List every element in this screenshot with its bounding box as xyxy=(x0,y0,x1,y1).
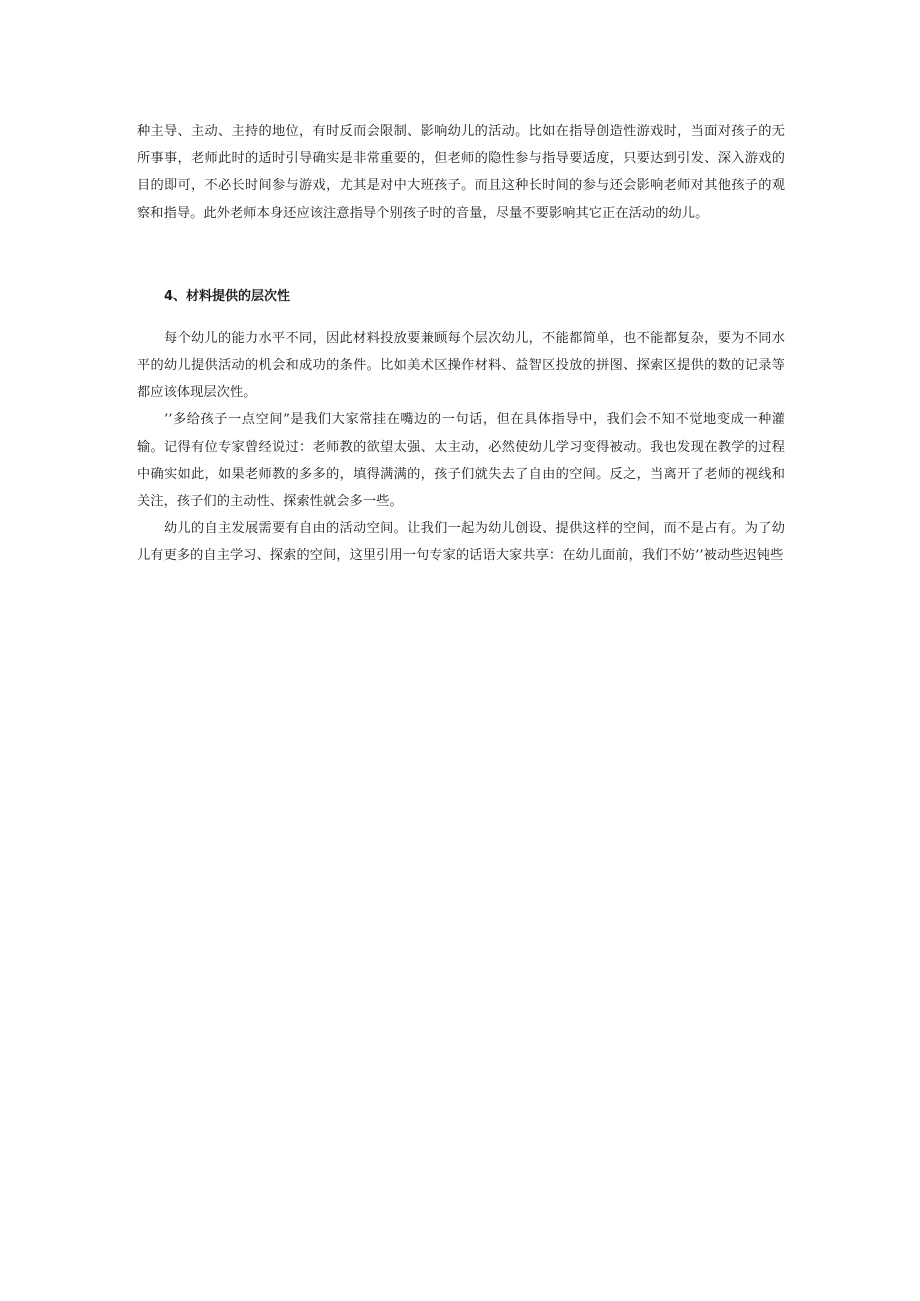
body-paragraph-1: 每个幼儿的能力水平不同，因此材料投放要兼顾每个层次幼儿，不能都简单，也不能都复杂，要为不同水平的幼儿提供活动的机会和成功的条件。比如美术区操作材料、益智区投放的拼图、探索区提供的数的记录等都应该体现层次性。 xyxy=(137,330,785,401)
document-body xyxy=(137,118,785,570)
body-paragraph-continued: 种主导、主动、主持的地位，有时反而会限制、影响幼儿的活动。比如在指导创造性游戏时，当面对孩子的无所事事，老师此时的适时引导确实是非常重要的，但老师的隐性参与指导要适度，只要达到引发、深入游戏的目的即可，不必长时间参与游戏，尤其是对中大班孩子。而且这种长时间的参与还会影响老师对其他孩子的观察和指导。此外老师本身还应该注意指导个别孩子时的音量，尽量不要影响其它正在活动的幼儿。 xyxy=(137,124,785,221)
section-heading: 4、材料提供的层次性 xyxy=(164,288,291,304)
body-paragraph-2: ’’多给孩子一点空间”是我们大家常挂在嘴边的一句话，但在具体指导中，我们会不知不觉地变成一种灌输。记得有位专家曾经说过：老师教的欲望太强、太主动，必然使幼儿学习变得被动。我也发现在教学的过程中确实如此，如果老师教的多多的，填得满满的，孩子们就失去了自由的空间。反之，当离开了老师的视线和关注，孩子们的主动性、探索性就会多一些。 xyxy=(137,412,785,510)
body-paragraph-3: 幼儿的自主发展需要有自由的活动空间。让我们一起为幼儿创设、提供这样的空间，而不是占有。为了幼儿有更多的自主学习、探索的空间，这里引用一句专家的话语大家共享：在幼儿面前，我们不妨’’被动些迟钝些 xyxy=(137,521,785,564)
